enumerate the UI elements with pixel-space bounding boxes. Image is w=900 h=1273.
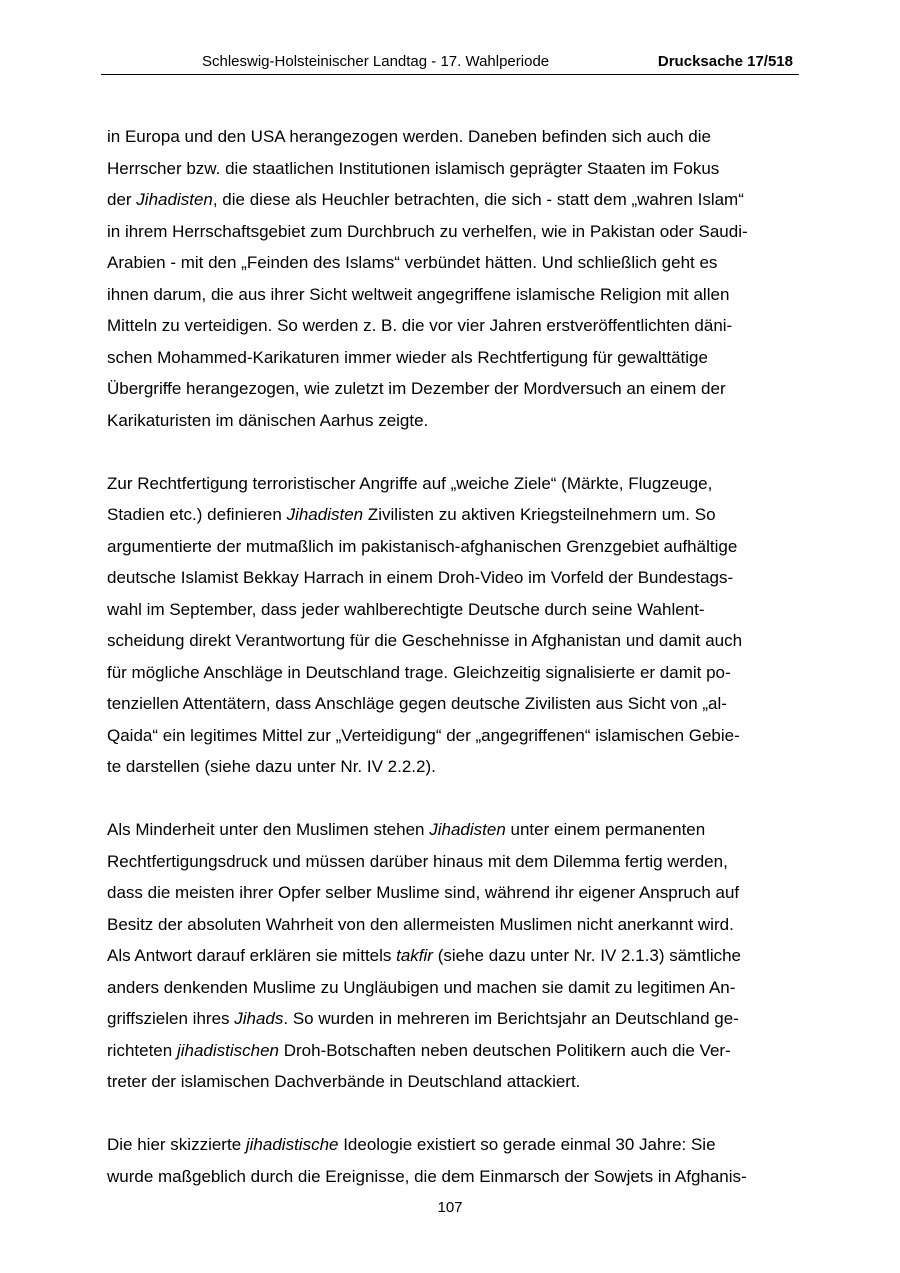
text-segment: wahl im September, dass jeder wahlberechtigte Deutsche durch seine Wahlent- [107,599,705,619]
text-segment: . So wurden in mehreren im Berichtsjahr an Deutschland ge- [283,1009,739,1028]
text-segment: argumentierte der mutmaßlich im pakistanisch-afghanischen Grenzgebiet aufhältige [107,536,738,556]
text-line [107,1066,807,1098]
text-line [107,751,807,783]
paragraph [107,814,807,1098]
text-line [107,720,807,752]
text-line [107,909,807,941]
text-segment: dass die meisten ihrer Opfer selber Muslime sind, während ihr eigener Anspruch auf [107,883,740,902]
text-segment: unter einem permanenten [505,820,706,839]
text-segment: deutsche Islamist Bekkay Harrach in einem Droh-Video im Vorfeld der Bundestags- [107,568,734,587]
text-segment: der [107,190,137,209]
italic-term: jihadistischen [176,1040,279,1060]
text-segment: anders denkenden Muslime zu Ungläubigen und machen sie damit zu legitimen An- [107,977,736,997]
text-line [107,184,807,216]
text-line [107,310,807,342]
text-segment: für mögliche Anschläge in Deutschland trage. Gleichzeitig signalisierte er damit po- [107,662,731,682]
text-line [107,877,807,909]
text-line [107,1003,807,1035]
text-line [107,940,807,972]
text-segment: Übergriffe herangezogen, wie zuletzt im Dezember der Mordversuch an einem der [107,379,726,398]
text-segment: Zivilisten zu aktiven Kriegsteilnehmern um. So [363,505,716,524]
body-text [107,121,807,1224]
text-line [107,1129,807,1161]
text-line [107,846,807,878]
text-segment: Ideologie existiert so gerade einmal 30 Jahre: Sie [338,1135,716,1154]
text-segment: Die hier skizzierte [107,1135,246,1154]
text-segment: (siehe dazu unter Nr. IV 2.1.3) sämtliche [432,946,742,965]
italic-term: jihadistische [245,1135,339,1154]
text-line [107,531,807,563]
text-line [107,373,807,405]
text-segment: Als Minderheit unter den Muslimen stehen [107,820,430,839]
text-line [107,562,807,594]
paragraph [107,121,807,436]
text-line [107,279,807,311]
text-segment: Stadien etc.) definieren [107,505,287,524]
text-line [107,625,807,657]
text-line [107,657,807,689]
italic-term: Jihadisten [136,190,213,209]
italic-term: takfir [396,946,433,965]
text-segment: wurde maßgeblich durch die Ereignisse, die dem Einmarsch der Sowjets in Afghanis- [107,1166,747,1186]
text-segment: schen Mohammed-Karikaturen immer wieder als Rechtfertigung für gewalttätige [107,347,708,367]
page-header [101,52,799,75]
text-segment: Arabien - mit den „Feinden des Islams“ verbündet hätten. Und schließlich geht es [107,253,718,272]
text-segment: te darstellen (siehe dazu unter Nr. IV 2.2.2). [107,757,436,776]
text-line [107,1035,807,1067]
header-title: Schleswig-Holsteinischer Landtag - 17. Wahlperiode [202,53,550,70]
text-line [107,405,807,437]
text-segment: Droh-Botschaften neben deutschen Politikern auch die Ver- [279,1040,731,1060]
text-segment: ihnen darum, die aus ihrer Sicht weltweit angegriffene islamische Religion mit allen [107,284,730,304]
text-segment: tenziellen Attentätern, dass Anschläge gegen deutsche Zivilisten aus Sicht von „al- [107,694,727,713]
text-line [107,216,807,248]
text-line [107,121,807,153]
text-segment: in Europa und den USA herangezogen werden. Daneben befinden sich auch die [107,127,711,146]
text-segment: Besitz der absoluten Wahrheit von den allermeisten Muslimen nicht anerkannt wird. [107,914,734,934]
text-line [107,153,807,185]
page-number: 107 [437,1199,463,1216]
text-line [107,814,807,846]
text-segment: Zur Rechtfertigung terroristischer Angriffe auf „weiche Ziele“ (Märkte, Flugzeuge, [107,473,713,493]
text-line [107,247,807,279]
text-line [107,972,807,1004]
text-line [107,688,807,720]
text-segment: Mitteln zu verteidigen. So werden z. B. die vor vier Jahren erstveröffentlichten däni- [107,316,733,335]
text-segment: Herrscher bzw. die staatlichen Institutionen islamisch geprägter Staaten im Fokus [107,158,720,178]
text-segment: in ihrem Herrschaftsgebiet zum Durchbruch zu verhelfen, wie in Pakistan oder Saudi- [107,221,748,241]
text-segment: Karikaturisten im dänischen Aarhus zeigte. [107,410,429,430]
text-line [107,499,807,531]
text-segment: Rechtfertigungsdruck und müssen darüber hinaus mit dem Dilemma fertig werden, [107,851,728,871]
text-segment: , die diese als Heuchler betrachten, die sich - statt dem „wahren Islam“ [212,190,744,209]
italic-term: Jihads [234,1009,284,1028]
paragraph [107,468,807,783]
text-segment: Als Antwort darauf erklären sie mittels [107,946,397,965]
document-number: Drucksache 17/518 [657,53,793,70]
italic-term: Jihadisten [429,820,506,839]
text-segment: treter der islamischen Dachverbände in Deutschland attackiert. [107,1072,581,1091]
italic-term: Jihadisten [286,505,364,524]
text-segment: griffszielen ihres [107,1009,235,1028]
text-line [107,594,807,626]
text-segment: richteten [107,1040,177,1060]
text-line [107,468,807,500]
text-segment: Qaida“ ein legitimes Mittel zur „Verteidigung“ der „angegriffenen“ islamischen Gebie- [107,725,740,745]
text-line [107,342,807,374]
text-segment: scheidung direkt Verantwortung für die Geschehnisse in Afghanistan und damit auch [107,631,743,650]
text-line [107,1161,807,1193]
paragraph [107,1129,807,1192]
